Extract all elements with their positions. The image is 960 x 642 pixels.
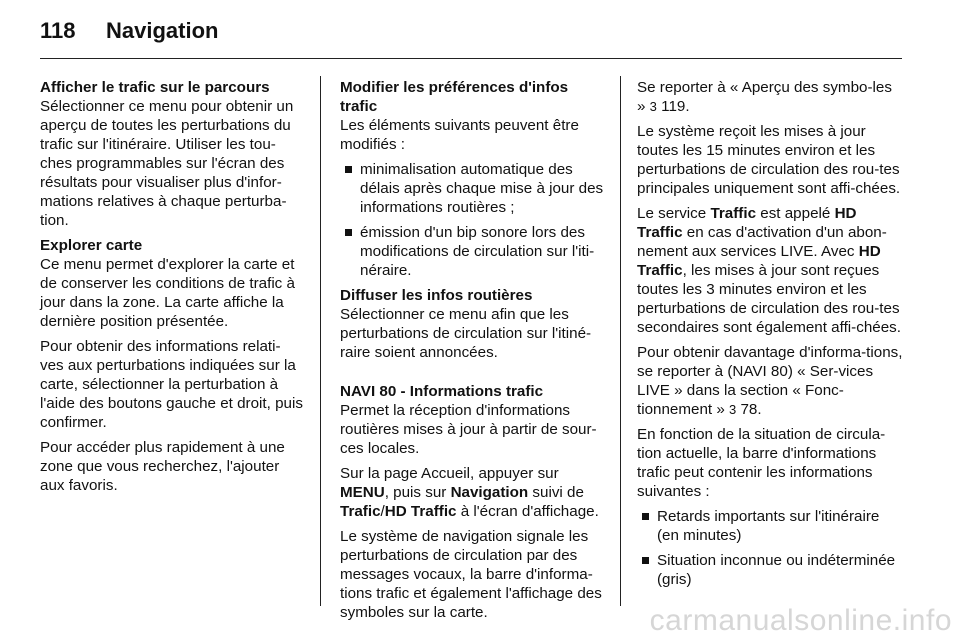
paragraph-info: Pour obtenir des informations relati-ves aux perturbations indiquées sur la carte, sélectionner la perturbation à l'aide des boutons gauche et droit, puis confirmer. bbox=[40, 338, 303, 431]
hd-traffic-term: HD Traffic bbox=[384, 503, 457, 520]
page-header bbox=[40, 18, 218, 48]
menu-term: MENU bbox=[340, 484, 385, 501]
watermark: carmanualsonline.info bbox=[649, 604, 952, 637]
bullet-icon bbox=[345, 229, 352, 236]
paragraph-symbols-ref: Se reporter à « Aperçu des symbo-les » 3 119. bbox=[637, 79, 892, 115]
traffic-info-list bbox=[637, 507, 903, 589]
column-3 bbox=[637, 78, 903, 595]
list-item: émission d'un bip sonore lors des modifications de circulation sur l'iti-néraire. bbox=[340, 223, 604, 280]
trafic-term: Trafic bbox=[340, 503, 381, 520]
page-ref-arrow-icon: 3 bbox=[729, 402, 737, 417]
paragraph-explore-map: Ce menu permet d'explorer la carte et de conserver les conditions de trafic à jour dans la zone. La carte affiche la dernière position présentée. bbox=[40, 256, 295, 330]
heading-broadcast: Diffuser les infos routières bbox=[340, 287, 533, 304]
paragraph-home: Sur la page Accueil, appuyer sur MENU, puis sur Navigation suivi de Trafic/HD Traffic à l'écran d'affichage. bbox=[340, 465, 599, 520]
paragraph-situation: En fonction de la situation de circula-tion actuelle, la barre d'informations trafic peut contenir les informations suivantes : bbox=[637, 426, 886, 500]
hd-traffic-term: HD Traffic bbox=[637, 243, 881, 279]
bullet-icon bbox=[345, 166, 352, 173]
hd-traffic-term: HD Traffic bbox=[637, 205, 857, 241]
column-divider-2 bbox=[620, 76, 621, 606]
header-rule bbox=[40, 58, 902, 59]
bullet-icon bbox=[642, 557, 649, 564]
list-item: Situation inconnue ou indéterminée (gris) bbox=[637, 551, 903, 589]
list-item: Retards importants sur l'itinéraire (en minutes) bbox=[637, 507, 903, 545]
heading-navi80: NAVI 80 - Informations trafic bbox=[340, 383, 544, 400]
heading-explore-map: Explorer carte bbox=[40, 237, 143, 254]
page-number: 118 bbox=[40, 18, 76, 43]
paragraph-broadcast: Sélectionner ce menu afin que les perturbations de circulation sur l'itiné-raire soient annoncées. bbox=[340, 306, 592, 361]
column-divider-1 bbox=[320, 76, 321, 606]
column-1 bbox=[40, 78, 304, 501]
heading-traffic-prefs: Modifier les préférences d'infos trafic bbox=[340, 79, 569, 115]
paragraph-show-traffic: Sélectionner ce menu pour obtenir un aperçu de toutes les perturbations du trafic sur l'itinéraire. Utiliser les tou-ches programmables sur l'écran des résultats pour visualiser plus d'infor-mations relatives à chaque perturba-tion. bbox=[40, 98, 294, 229]
section-title: Navigation bbox=[106, 18, 219, 43]
prefs-list bbox=[340, 160, 604, 280]
paragraph-more-info: Pour obtenir davantage d'informa-tions, se reporter à (NAVI 80) « Ser-vices LIVE » dans la section « Fonc-tionnement » 3 78. bbox=[637, 344, 903, 418]
paragraph-favorites: Pour accéder plus rapidement à une zone que vous recherchez, l'ajouter aux favoris. bbox=[40, 439, 285, 494]
page-ref-arrow-icon: 3 bbox=[649, 99, 657, 114]
paragraph-updates: Le système reçoit les mises à jour toutes les 15 minutes environ et les perturbations de circulation des rou-tes principales uniquement sont affi-chées. bbox=[637, 123, 901, 197]
bullet-icon bbox=[642, 513, 649, 520]
paragraph-navi80: Permet la réception d'informations routières mises à jour à partir de sour-ces locales. bbox=[340, 402, 597, 457]
heading-show-traffic: Afficher le trafic sur le parcours bbox=[40, 79, 270, 96]
navigation-term: Navigation bbox=[450, 484, 529, 501]
column-2 bbox=[340, 78, 604, 628]
traffic-term: Traffic bbox=[710, 205, 757, 222]
list-item: minimalisation automatique des délais après chaque mise à jour des informations routières ; bbox=[340, 160, 604, 217]
paragraph-service: Le service Traffic est appelé HD Traffic en cas d'activation d'un abon-nement aux services LIVE. Avec HD Traffic, les mises à jour sont reçues toutes les 3 minutes environ et les perturbations de circulation des rou-tes secondaires sont également affi-chées. bbox=[637, 205, 901, 336]
paragraph-system: Le système de navigation signale les perturbations de circulation par des messages vocaux, la barre d'informa-tions trafic et également l'affichage des symboles sur la carte. bbox=[340, 528, 602, 621]
paragraph-traffic-prefs: Les éléments suivants peuvent être modifiés : bbox=[340, 117, 579, 153]
